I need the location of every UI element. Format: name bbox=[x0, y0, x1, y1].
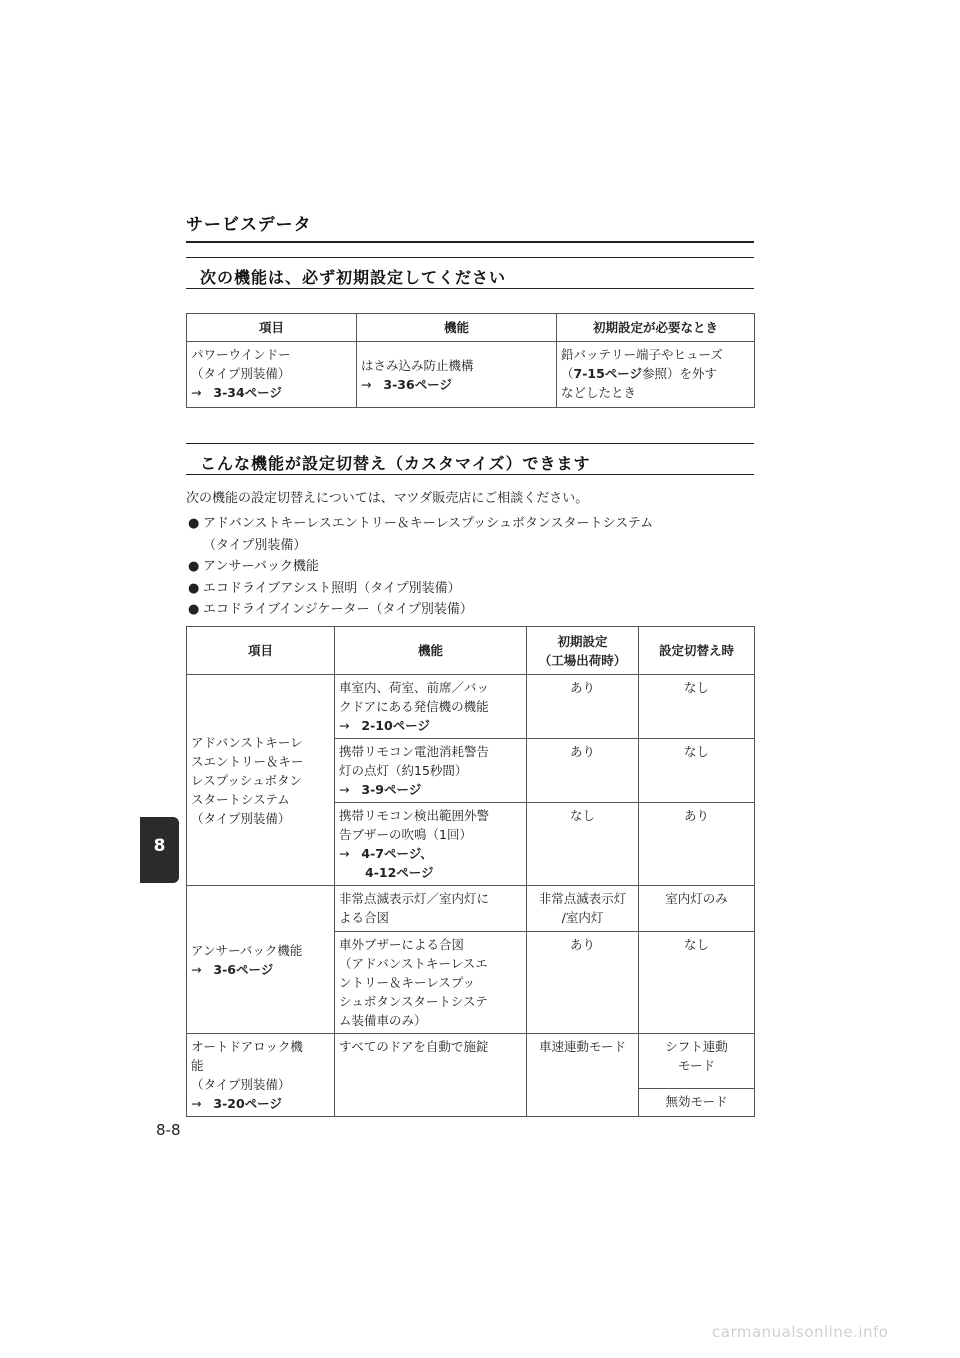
column-header-function: 機能 bbox=[357, 314, 557, 342]
cell-alternate: なし bbox=[639, 739, 755, 803]
cell-default: 車速連動モード bbox=[527, 1034, 639, 1117]
feature-list bbox=[186, 513, 766, 621]
cell-alternate: なし bbox=[639, 932, 755, 1034]
watermark: carmanualsonline.info bbox=[712, 1323, 889, 1341]
column-header-item: 項目 bbox=[187, 314, 357, 342]
cell-function: 携帯リモコン検出範囲外警 告ブザーの吹鳴（1回） → 4-7ページ、 4-12ページ bbox=[335, 803, 527, 886]
column-header-item: 項目 bbox=[187, 627, 335, 675]
table-row bbox=[187, 1034, 755, 1089]
page-reference: 4-12ページ bbox=[365, 865, 434, 880]
page-reference: 4-7ページ、 bbox=[361, 846, 433, 861]
cell-item-keyless: アドバンストキーレ スエントリー＆キー レスプッシュボタン スタートシステム （タイプ別装備） bbox=[187, 675, 335, 886]
cell-alternate: 無効モード bbox=[639, 1088, 755, 1116]
cell-alternate: なし bbox=[639, 675, 755, 739]
column-header-default: 初期設定 （工場出荷時） bbox=[527, 627, 639, 675]
list-item-continuation: （タイプ別装備） bbox=[203, 537, 307, 553]
cell-default: 非常点滅表示灯 /室内灯 bbox=[527, 886, 639, 932]
list-item: ● アンサーバック機能 bbox=[186, 556, 766, 578]
cell-default: あり bbox=[527, 739, 639, 803]
bullet-icon: ● bbox=[188, 602, 200, 617]
initial-setting-table bbox=[186, 313, 755, 408]
list-item: ● エコドライブアシスト照明（タイプ別装備） bbox=[186, 578, 766, 600]
cell-item-answerback: アンサーバック機能 → 3-6ページ bbox=[187, 886, 335, 1034]
page-reference: 3-36ページ bbox=[383, 376, 452, 392]
table-header-row bbox=[187, 314, 755, 342]
column-header-alternate: 設定切替え時 bbox=[639, 627, 755, 675]
page-reference: 2-10ページ bbox=[361, 718, 430, 733]
cell-function: 車外ブザーによる合図 （アドバンストキーレスエ ントリー＆キーレスプッ シュボタンスタートシステ ム装備車のみ） bbox=[335, 932, 527, 1034]
list-item: ● エコドライブインジケーター（タイプ別装備） bbox=[186, 599, 766, 621]
cell-default: あり bbox=[527, 932, 639, 1034]
column-header-when: 初期設定が必要なとき bbox=[557, 314, 755, 342]
list-item: ● アドバンストキーレスエントリー＆キーレスプッシュボタンスタートシステム bbox=[186, 513, 766, 535]
bullet-icon: ● bbox=[188, 516, 200, 531]
cell-item-autolock: オートドアロック機 能 （タイプ別装備） → 3-20ページ bbox=[187, 1034, 335, 1117]
bullet-icon: ● bbox=[188, 559, 200, 574]
customize-table bbox=[186, 626, 755, 1117]
column-header-function: 機能 bbox=[335, 627, 527, 675]
table-row bbox=[187, 886, 755, 932]
table-row bbox=[187, 675, 755, 739]
cell-alternate: シフト連動 モード bbox=[639, 1034, 755, 1089]
cell-default: なし bbox=[527, 803, 639, 886]
section-heading-customize: こんな機能が設定切替え（カスタマイズ）できます bbox=[186, 443, 754, 475]
page-reference: 3-9ページ bbox=[361, 782, 422, 797]
page-reference: 3-6ページ bbox=[213, 961, 274, 977]
cell-function: 車室内、荷室、前席／バッ クドアにある発信機の機能 → 2-10ページ bbox=[335, 675, 527, 739]
page-reference: 3-20ページ bbox=[213, 1096, 282, 1111]
intro-text: 次の機能の設定切替えについては、マツダ販売店にご相談ください。 bbox=[186, 491, 589, 506]
cell-function: 非常点滅表示灯／室内灯に よる合図 bbox=[335, 886, 527, 932]
cell-alternate: 室内灯のみ bbox=[639, 886, 755, 932]
cell-default: あり bbox=[527, 675, 639, 739]
cell-alternate: あり bbox=[639, 803, 755, 886]
bullet-icon: ● bbox=[188, 580, 200, 596]
table-header-row bbox=[187, 627, 755, 675]
cell-function: はさみ込み防止機構 → 3-36ページ bbox=[357, 342, 557, 408]
page-number: 8-8 bbox=[156, 1121, 181, 1139]
cell-function: すべてのドアを自動で施錠 bbox=[335, 1034, 527, 1117]
page-title: サービスデータ bbox=[186, 210, 754, 243]
cell-function: 携帯リモコン電池消耗警告 灯の点灯（約15秒間） → 3-9ページ bbox=[335, 739, 527, 803]
cell-item: パワーウインドー （タイプ別装備） → 3-34ページ bbox=[187, 342, 357, 408]
cell-when: 鉛バッテリー端子やヒューズ （7-15ページ参照）を外す などしたとき bbox=[557, 342, 755, 408]
page-reference: 3-34ページ bbox=[213, 385, 282, 400]
table-row bbox=[187, 342, 755, 408]
chapter-tab: 8 bbox=[140, 817, 179, 883]
page-reference: 7-15ページ bbox=[573, 366, 643, 381]
section-heading-initial-setting: 次の機能は、必ず初期設定してください bbox=[186, 257, 754, 289]
